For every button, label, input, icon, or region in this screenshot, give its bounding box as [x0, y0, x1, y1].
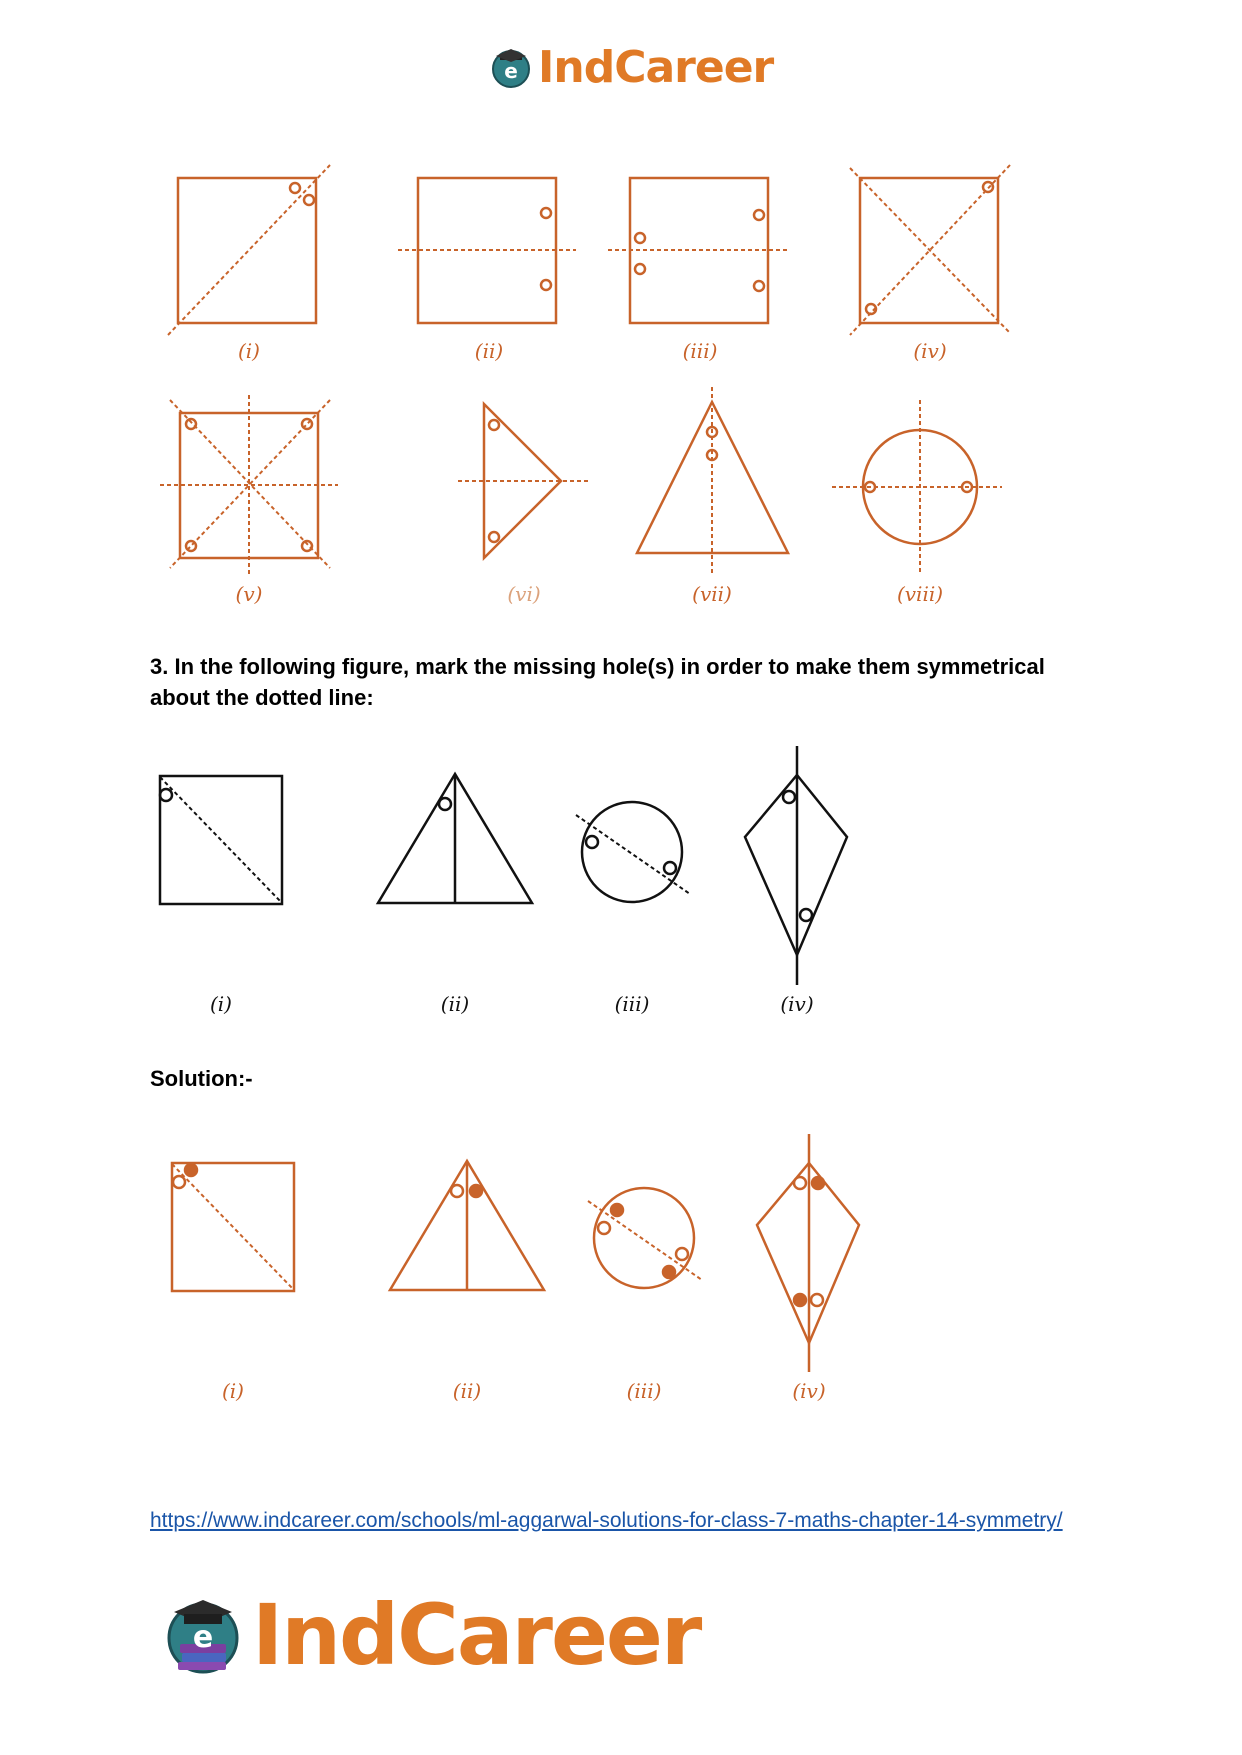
label-s-i: (i)	[221, 1379, 245, 1403]
label-a-v: (v)	[235, 582, 263, 606]
header-brand-text: IndCareer	[538, 41, 774, 93]
question-figure-labels	[210, 992, 814, 1016]
source-link[interactable]: https://www.indcareer.com/schools/ml-aggarwal-solutions-for-class-7-maths-chapter-14-symmetry/	[150, 1509, 1063, 1532]
footer-logo	[160, 1585, 700, 1685]
question-figure-i	[160, 776, 282, 904]
figure-a-iii	[608, 178, 788, 323]
figure-a-ii	[398, 178, 576, 323]
solution-figure-iv	[757, 1134, 859, 1372]
logo-books-globe-icon	[160, 1592, 246, 1678]
question-text: 3. In the following figure, mark the missing hole(s) in order to make them symmetrical about the dotted line:	[150, 654, 1045, 710]
label-a-vii: (vii)	[692, 582, 732, 606]
figure-a-iv	[850, 165, 1010, 335]
figure-a-v	[160, 395, 338, 575]
label-a-iii: (iii)	[682, 339, 718, 363]
svg-text:e: e	[192, 1620, 214, 1655]
solution-heading: Solution:-	[150, 1066, 253, 1091]
label-s-ii: (ii)	[452, 1379, 482, 1403]
figure-a-labels	[236, 339, 947, 606]
figure-a-vii	[637, 387, 788, 573]
label-a-i: (i)	[237, 339, 261, 363]
question-figure-iv	[745, 746, 847, 985]
label-s-iii: (iii)	[626, 1379, 662, 1403]
label-q-i: (i)	[209, 992, 233, 1016]
label-q-iv: (iv)	[780, 992, 814, 1016]
solution-figure-iii	[588, 1188, 702, 1288]
label-a-vi: (vi)	[507, 582, 541, 606]
figure-a-vi	[458, 404, 588, 558]
label-q-ii: (ii)	[440, 992, 470, 1016]
label-a-viii: (viii)	[896, 582, 944, 606]
figure-a-i	[168, 165, 330, 335]
solution-figure-ii	[390, 1161, 544, 1290]
svg-text:e: e	[504, 59, 518, 83]
label-s-iv: (iv)	[792, 1379, 826, 1403]
label-q-iii: (iii)	[614, 992, 650, 1016]
figure-a-viii	[832, 400, 1002, 572]
solution-figure-labels	[222, 1379, 826, 1403]
footer-brand-text: IndCareer	[252, 1586, 701, 1684]
label-a-iv: (iv)	[913, 339, 947, 363]
question-figure-iii	[576, 802, 690, 902]
question-figure-ii	[378, 774, 532, 903]
solution-figure-i	[172, 1163, 294, 1291]
label-a-ii: (ii)	[474, 339, 504, 363]
